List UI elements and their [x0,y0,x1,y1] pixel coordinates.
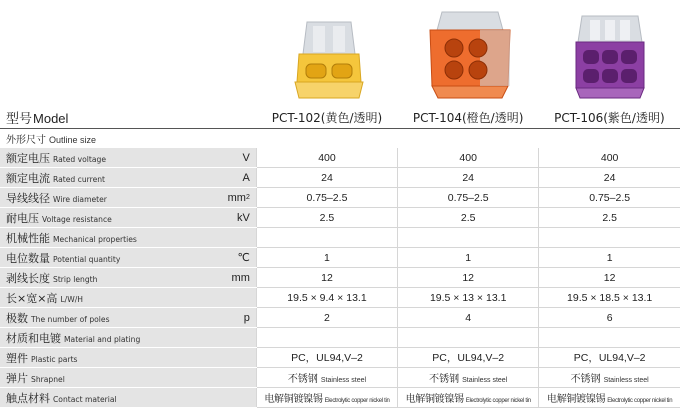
spec-row [0,208,680,228]
spec-value-zh: 电解铜镀镍锡 [405,394,464,405]
spec-unit: p [243,311,250,324]
outline-row [0,129,680,149]
spec-value: 400 [256,148,397,168]
spec-row [0,248,680,268]
product-image-pct-104 [400,10,540,100]
spec-value: 19.5 × 18.5 × 13.1 [539,288,680,308]
spec-label-en: Shrapnel [31,374,65,384]
spec-value-en: Electrolytic copper nickel tin [465,398,531,404]
spec-value [256,368,397,388]
spec-value: 1 [256,248,397,268]
spec-label [0,168,256,188]
spec-value: 12 [256,268,397,288]
spec-value [398,228,539,248]
header-row [0,106,680,129]
spec-value [539,228,680,248]
spec-value-en: Stainless steel [462,377,508,384]
spec-value-zh: 电解铜镀镍锡 [264,394,323,405]
spec-value-zh: 不锈钢 [429,374,460,385]
spec-value [539,328,680,348]
spec-label [0,288,256,308]
spec-unit: mm 2 [227,191,250,204]
spec-label-en: Strip length [53,274,98,284]
spec-value [539,368,680,388]
model-label-en: Model [33,110,69,126]
spec-value [256,388,397,408]
spec-label [0,248,256,268]
spec-table [0,106,680,408]
spec-value: 24 [539,168,680,188]
spec-row [0,168,680,188]
model-label-zh: 型号 [6,111,33,127]
spec-value: 19.5 × 9.4 × 13.1 [256,288,397,308]
spec-label-zh: 机械性能 [6,231,50,245]
spec-value-en: Electrolytic copper nickel tin [607,398,673,404]
spec-value: 1 [539,248,680,268]
outline-label [0,129,680,149]
spec-unit: V [242,151,250,164]
spec-label-en: Rated current [53,174,106,184]
spec-value: PC，UL94,V–2 [398,348,539,368]
spec-value [256,228,397,248]
spec-value: 2.5 [398,208,539,228]
model-header [0,106,256,129]
spec-value-zh: 电解铜镀镍锡 [547,394,606,405]
spec-row [0,348,680,368]
spec-value: 12 [539,268,680,288]
spec-row [0,188,680,208]
product-header: PCT-102(黄色/透明) [256,106,397,129]
spec-label-zh: 塑件 [6,351,28,365]
outline-label-zh: 外形尺寸 [6,135,46,146]
spec-label-zh: 长×宽×高 [6,291,58,305]
spec-label-en: L/W/H [60,294,84,304]
spec-label-en: Mechanical properties [53,234,137,244]
product-header: PCT-106(紫色/透明) [539,106,680,129]
spec-label-zh: 材质和电镀 [6,331,61,345]
spec-value: 0.75–2.5 [539,188,680,208]
spec-row [0,148,680,168]
spec-label-en: Potential quantity [53,254,121,264]
spec-label-en: The number of poles [31,314,110,324]
product-image-pct-106 [540,10,680,100]
spec-label-en: Voltage resistance [42,214,112,224]
spec-value [398,388,539,408]
spec-label-zh: 额定电压 [6,151,50,165]
spec-value: 2 [256,308,397,328]
spec-row [0,368,680,388]
spec-value [256,328,397,348]
spec-label [0,228,256,248]
spec-value-zh: 不锈钢 [570,374,601,385]
spec-value: 19.5 × 13 × 13.1 [398,288,539,308]
spec-unit: ℃ [237,252,250,264]
spec-label-zh: 导线线径 [6,191,50,205]
spec-label-en: Wire diameter [53,194,107,204]
spec-value-en: Stainless steel [603,377,649,384]
spec-value [539,388,680,408]
spec-label [0,268,256,288]
spec-row [0,308,680,328]
spec-value: 4 [398,308,539,328]
spec-value: 2.5 [539,208,680,228]
spec-label-en: Contact material [53,394,117,404]
spec-label-en: Rated voltage [53,154,107,164]
spec-value-en: Stainless steel [320,377,367,384]
spec-label-zh: 额定电流 [6,171,50,185]
outline-label-en: Outline size [49,135,97,145]
spec-value-en: Electrolytic copper nickel tin [324,398,390,404]
spec-label [0,188,256,208]
spec-value [398,368,539,388]
spec-value: 0.75–2.5 [398,188,539,208]
spec-row [0,228,680,248]
spec-label [0,388,256,408]
spec-row [0,388,680,408]
spec-label [0,368,256,388]
spec-value: 24 [256,168,397,188]
spec-row [0,328,680,348]
spec-unit: mm [231,271,250,284]
spec-label-zh: 极数 [6,311,28,325]
spec-label-zh: 耐电压 [6,211,39,225]
spec-value: 0.75–2.5 [256,188,397,208]
spec-value: 1 [398,248,539,268]
spec-value-zh: 不锈钢 [287,374,318,385]
spec-label [0,148,256,168]
spec-unit: A [242,171,250,184]
spec-label-zh: 弹片 [6,371,28,385]
spec-value: 2.5 [256,208,397,228]
spec-row [0,288,680,308]
spec-label-en: Plastic parts [31,354,78,364]
spec-label-en: Material and plating [64,334,141,344]
spec-value: 6 [539,308,680,328]
spec-value: PC，UL94,V–2 [539,348,680,368]
spec-value: 12 [398,268,539,288]
spec-label-zh: 剥线长度 [6,271,50,285]
spec-label [0,328,256,348]
spec-label-zh: 电位数量 [6,251,50,265]
spec-label [0,208,256,228]
spec-label [0,308,256,328]
spec-value [398,328,539,348]
spec-value: 400 [539,148,680,168]
spec-value: 24 [398,168,539,188]
spec-label [0,348,256,368]
product-header: PCT-104(橙色/透明) [398,106,539,129]
spec-value: PC，UL94,V–2 [256,348,397,368]
spec-label-zh: 触点材料 [6,391,50,405]
spec-row [0,268,680,288]
spec-unit: kV [237,211,250,224]
spec-value: 400 [398,148,539,168]
product-image-pct-102 [258,10,400,100]
